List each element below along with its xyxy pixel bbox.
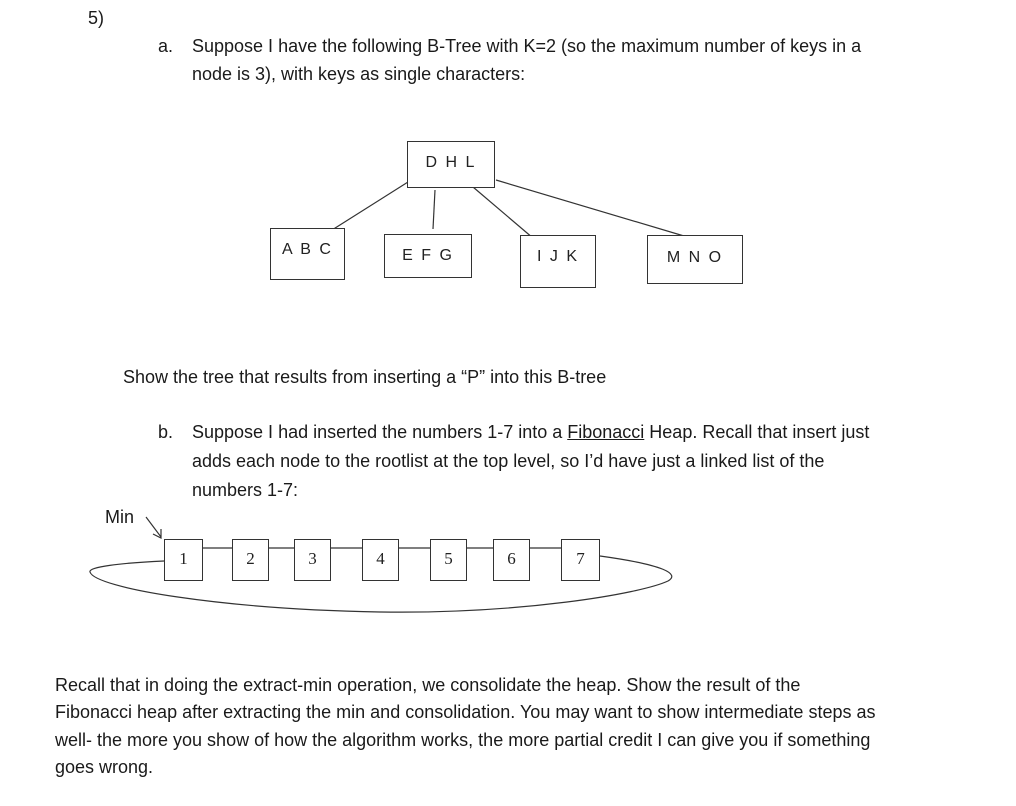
btree-child-node-abc: A B C [270,228,345,280]
closing-line1: Recall that in doing the extract-min operation, we consolidate the heap. Show the result of the [55,675,801,695]
btree-child-node-efg: E F G [384,234,472,278]
part-b-label: b. [158,422,174,442]
fib-node-4: 4 [362,539,399,581]
fib-node-6: 6 [493,539,530,581]
fib-node-1: 1 [164,539,203,581]
fib-node-5: 5 [430,539,467,581]
part-a-text-line2: node is 3), with keys as single characters: [192,64,526,84]
part-a-prompt: Show the tree that results from inserting a “P” into this B-tree [123,367,607,387]
part-b-text-line3: numbers 1-7: [192,480,299,500]
fib-node-7: 7 [561,539,600,581]
part-b-text-line2: adds each node to the rootlist at the top level, so I’d have just a linked list of the [192,451,825,471]
fib-node-3: 3 [294,539,331,581]
btree-edge-efg [433,190,435,229]
part-a-text-line1: Suppose I have the following B-Tree with K=2 (so the maximum number of keys in a [192,36,862,56]
closing-line2: Fibonacci heap after extracting the min and consolidation. You may want to show intermediate steps as [55,702,876,722]
closing-line4: goes wrong. [55,757,154,777]
part-a-label: a. [158,36,174,56]
part-b-text-line1 [192,418,869,446]
min-pointer-arrowhead [153,529,161,538]
fib-node-2: 2 [232,539,269,581]
min-label: Min [105,507,135,527]
closing-line3: well- the more you show of how the algorithm works, the more partial credit I can give you if something [55,730,871,750]
part-b-text-post: Heap. Recall that insert just [644,422,870,442]
question-number: 5) [88,8,105,28]
btree-child-node-mno: M N O [647,235,743,284]
btree-root-node: D H L [407,141,495,188]
btree-edge-mno [496,180,684,236]
btree-edge-abc [332,182,408,230]
part-b-text-pre: Suppose I had inserted the numbers 1-7 into a [192,422,568,442]
btree-child-node-ijk: I J K [520,235,596,288]
fibonacci-underlined-word: Fibonacci [567,422,645,442]
